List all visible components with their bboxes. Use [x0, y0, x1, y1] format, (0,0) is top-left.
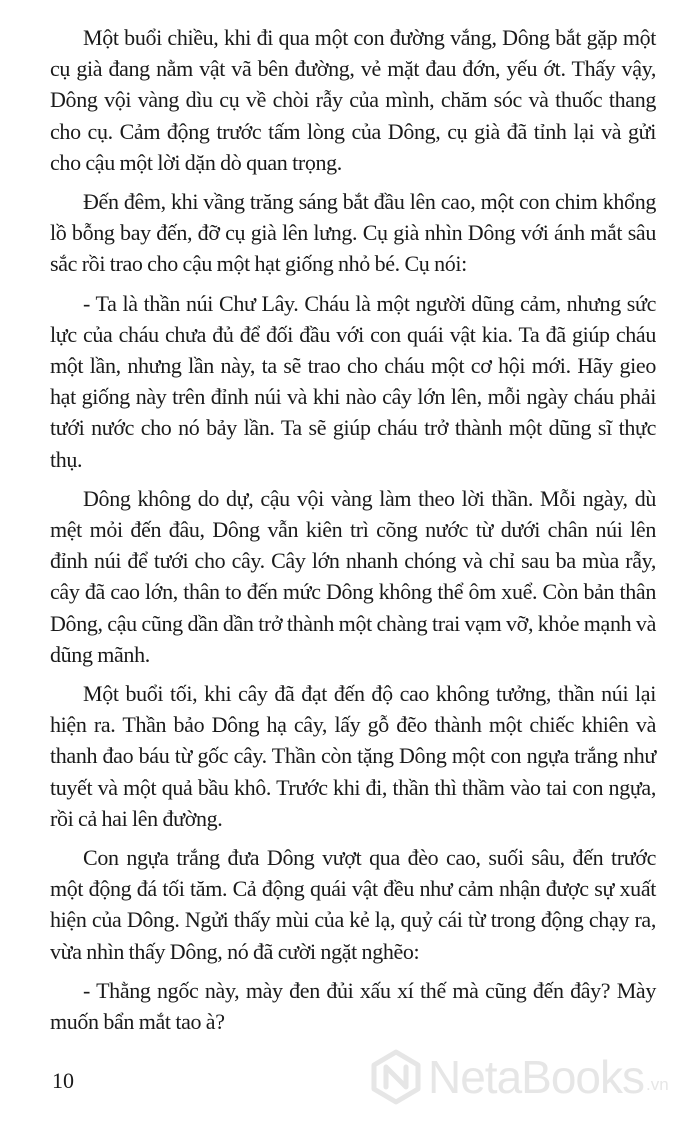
page-number: 10 — [52, 1068, 74, 1093]
paragraph: Con ngựa trắng đưa Dông vượt qua đèo cao, suối sâu, đến trước một động đá tối tăm. Cả động quái vật đều như cảm nhận được sự xuất hiện của Dông. Ngửi thấy mùi của kẻ lạ, quỷ cái từ trong động chạy ra, vừa nhìn thấy Dông, nó đã cười ngặt nghẽo: — [50, 845, 656, 964]
watermark — [368, 1044, 698, 1110]
page-body-text — [50, 22, 656, 1045]
watermark-suffix: .vn — [646, 1075, 669, 1094]
netabooks-logo-icon — [368, 1049, 424, 1105]
watermark-brand: NetaBooks — [428, 1051, 645, 1103]
paragraph: Dông không do dự, cậu vội vàng làm theo lời thần. Mỗi ngày, dù mệt mỏi đến đâu, Dông vẫn kiên trì cõng nước từ dưới chân núi lên đỉnh núi để tưới cho cây. Cây lớn nhanh chóng và chỉ sau ba mùa rẫy, cây đã cao lớn, thân to đến mức Dông không thể ôm xuể. Còn bản thân Dông, cậu cũng dần dần trở thành một chàng trai vạm vỡ, khỏe mạnh và dũng mãnh. — [50, 485, 656, 667]
paragraph: Một buổi tối, khi cây đã đạt đến độ cao không tưởng, thần núi lại hiện ra. Thần bảo Dông hạ cây, lấy gỗ đẽo thành một chiếc khiên và thanh đao báu từ gốc cây. Thần còn tặng Dông một con ngựa trắng như tuyết và một quả bầu khô. Trước khi đi, thần thì thầm vào tai con ngựa, rồi cả hai lên đường. — [50, 681, 656, 831]
paragraph: - Thằng ngốc này, mày đen đủi xấu xí thế mà cũng đến đây? Mày muốn bẩn mắt tao à? — [50, 977, 656, 1035]
paragraph: Một buổi chiều, khi đi qua một con đường vắng, Dông bắt gặp một cụ già đang nằm vật vã bên đường, vẻ mặt đau đớn, yếu ớt. Thấy vậy, Dông vội vàng dìu cụ về chòi rẫy của mình, chăm sóc và thuốc thang cho cụ. Cảm động trước tấm lòng của Dông, cụ già đã tỉnh lại và gửi cho cậu một lời dặn dò quan trọng. — [50, 25, 656, 175]
paragraph: Đến đêm, khi vầng trăng sáng bắt đầu lên cao, một con chim khổng lồ bỗng bay đến, đỡ cụ già lên lưng. Cụ già nhìn Dông với ánh mắt sâu sắc rồi trao cho cậu một hạt giống nhỏ bé. Cụ nói: — [50, 189, 656, 277]
paragraph: - Ta là thần núi Chư Lây. Cháu là một người dũng cảm, nhưng sức lực của cháu chưa đủ để đối đầu với con quái vật kia. Ta đã giúp cháu một lần, nhưng lần này, ta sẽ trao cho cháu một cơ hội mới. Hãy gieo hạt giống này trên đỉnh núi và khi nào cây lớn lên, mỗi ngày cháu phải tưới nước cho nó bảy lần. Ta sẽ giúp cháu trở thành một dũng sĩ thực thụ. — [50, 290, 656, 472]
